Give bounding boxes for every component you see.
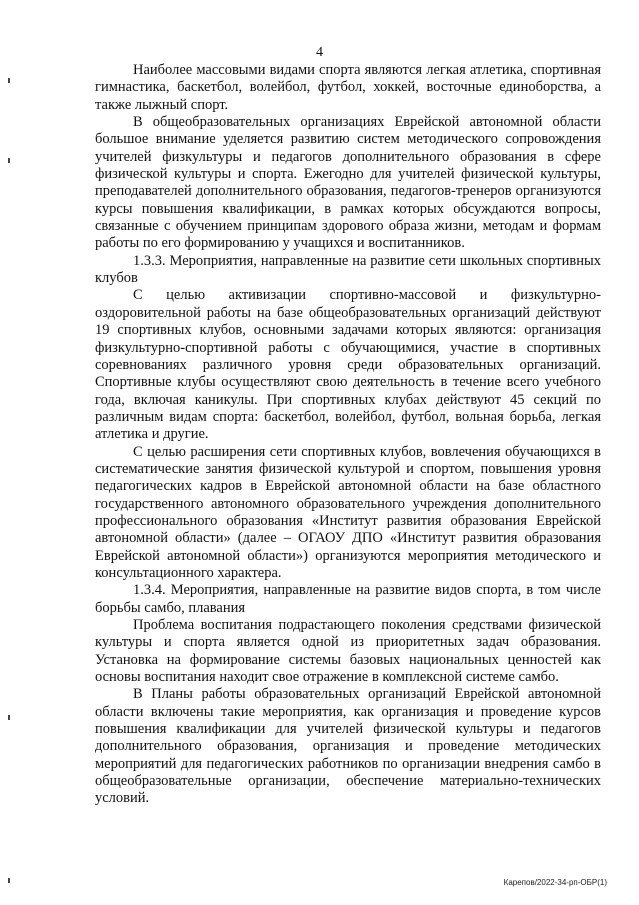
scan-mark [8, 878, 10, 883]
paragraph-methodical-support: В общеобразовательных организациях Еврейской автономной области большое внимание уделяется развитию систем методического сопровождения учителей физкультуры и педагогов дополнительного образования в сфере физической культуры и спорта. Ежегодно для учителей физической культуры, преподавателей дополнительного образования, педагогов-тренеров организуются курсы повышения квалификации, в рамках которых обсуждаются вопросы, связанные с обучением принципам здорового образа жизни, методам и формам работы по его формированию у учащихся и воспитанников. [95, 114, 601, 252]
document-body [95, 62, 601, 808]
scan-mark [8, 715, 10, 720]
scan-mark [8, 158, 10, 163]
scan-mark [8, 78, 10, 83]
paragraph-sports-clubs: С целью активизации спортивно-массовой и физкультурно-оздоровительной работы на базе общеобразовательных организаций действуют 19 спортивных клубов, основными задачами которых являются: организация физкультурно-спортивной работы с обучающимися, участие в спортивных соревнованиях различного уровня среди образовательных организаций. Спортивные клубы осуществляют свою деятельность в течение всего учебного года, включая каникулы. При спортивных клубах действуют 45 секций по различным видам спорта: баскетбол, волейбол, футбол, вольная борьба, легкая атлетика и другие. [95, 287, 601, 443]
paragraph-club-network: С целью расширения сети спортивных клубов, вовлечения обучающихся в систематические занятия физической культурой и спортом, повышения уровня педагогических кадров в Еврейской автономной области на базе областного государственного автономного образовательного учреждения дополнительного профессионального образования «Институт развития образования Еврейской автономной области» (далее – ОГАОУ ДПО «Институт развития образования Еврейской автономной области») организуются мероприятия методического и консультационного характера. [95, 443, 601, 581]
paragraph-education-problem: Проблема воспитания подрастающего поколения средствами физической культуры и спорта является одной из приоритетных задач образования. Установка на формирование системы базовых национальных ценностей как основы воспитания находит свое отражение в комплексной системе самбо. [95, 617, 601, 686]
section-heading-1-3-4: 1.3.4. Мероприятия, направленные на развитие видов спорта, в том числе борьбы самбо, плавания [95, 582, 601, 616]
paragraph-popular-sports: Наиболее массовыми видами спорта являются легкая атлетика, спортивная гимнастика, баскетбол, волейбол, футбол, хоккей, восточные единоборства, а также лыжный спорт. [95, 62, 601, 113]
page-number: 4 [316, 45, 323, 60]
paragraph-work-plans: В Планы работы образовательных организаций Еврейской автономной области включены такие мероприятия, как организация и проведение курсов повышения квалификации для учителей физической культуры и педагогов дополнительного образования, организация и проведение методических мероприятий для педагогических работников по организации внедрения самбо в общеобразовательные организации, обеспечение материально-технических условий. [95, 686, 601, 807]
section-heading-1-3-3: 1.3.3. Мероприятия, направленные на развитие сети школьных спортивных клубов [95, 252, 601, 287]
footer-document-code: Карепов/2022-34-рп-ОБР(1) [503, 878, 607, 887]
